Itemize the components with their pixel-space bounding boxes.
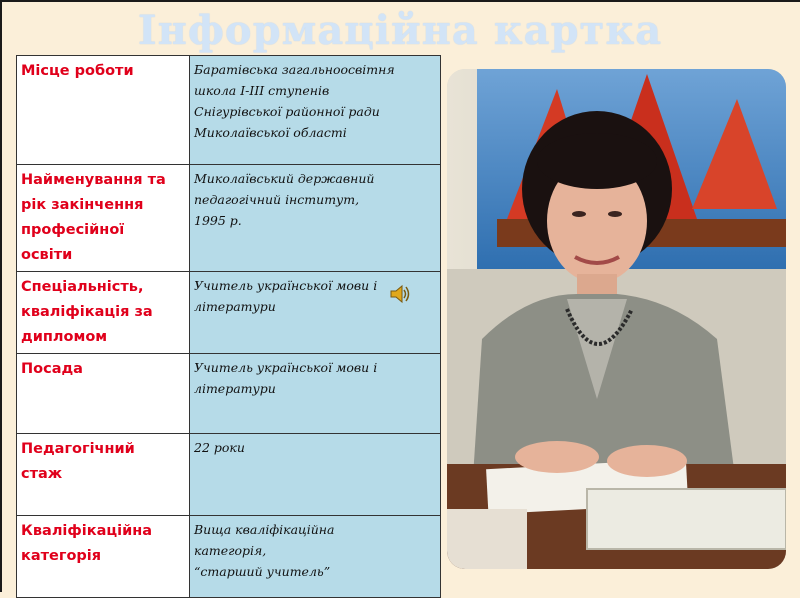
- row-category: [17, 516, 441, 598]
- value-text: Миколаївської області: [194, 125, 347, 140]
- value-text: Баратівська загальноосвітня: [194, 62, 395, 77]
- label-text: Кваліфікаційна: [21, 523, 153, 539]
- value-text: літератури: [194, 381, 276, 396]
- value-text: “старший учитель”: [194, 564, 331, 579]
- info-card-table: [16, 55, 441, 598]
- row-position: [17, 354, 441, 434]
- label-text: стаж: [21, 466, 63, 482]
- value-cell: [190, 516, 441, 598]
- value-text: Снігурівської районної ради: [194, 104, 380, 119]
- label-text: професійної: [21, 222, 125, 238]
- label-text: Посада: [21, 361, 83, 377]
- label-text: Місце роботи: [21, 63, 134, 79]
- slide-border-left: [0, 0, 2, 592]
- value-cell: [190, 165, 441, 272]
- value-text: Миколаївський державний: [194, 171, 375, 186]
- value-cell: [190, 56, 441, 165]
- label-text: категорія: [21, 548, 102, 564]
- slide-border-top: [0, 0, 800, 2]
- label-text: Найменування та: [21, 172, 166, 188]
- row-education: [17, 165, 441, 272]
- speaker-icon[interactable]: [388, 282, 412, 306]
- value-text: Вища кваліфікаційна: [194, 522, 335, 537]
- label-text: Педагогічний: [21, 441, 135, 457]
- value-text: педагогічний інститут,: [194, 192, 360, 207]
- value-cell: [190, 434, 441, 516]
- slide-title: Інформаційна картка: [137, 7, 663, 54]
- value-text: Учитель української мови і: [194, 360, 378, 375]
- label-cell: [17, 56, 190, 165]
- label-text: кваліфікація за: [21, 304, 153, 320]
- value-text: 22 роки: [194, 440, 245, 455]
- label-cell: [17, 354, 190, 434]
- row-workplace: [17, 56, 441, 165]
- value-text: категорія,: [194, 543, 267, 558]
- value-text: 1995 р.: [194, 213, 242, 228]
- label-text: Спеціальність,: [21, 279, 144, 295]
- value-text: літератури: [194, 299, 276, 314]
- value-text: Учитель української мови і: [194, 278, 378, 293]
- label-cell: [17, 165, 190, 272]
- label-text: дипломом: [21, 329, 108, 345]
- value-cell: [190, 354, 441, 434]
- value-text: школа І-ІІІ ступенів: [194, 83, 330, 98]
- label-cell: [17, 516, 190, 598]
- label-text: освіти: [21, 247, 73, 263]
- label-cell: [17, 434, 190, 516]
- label-text: рік закінчення: [21, 197, 144, 213]
- row-specialty: [17, 272, 441, 354]
- row-experience: [17, 434, 441, 516]
- label-cell: [17, 272, 190, 354]
- portrait-photo: [447, 69, 786, 569]
